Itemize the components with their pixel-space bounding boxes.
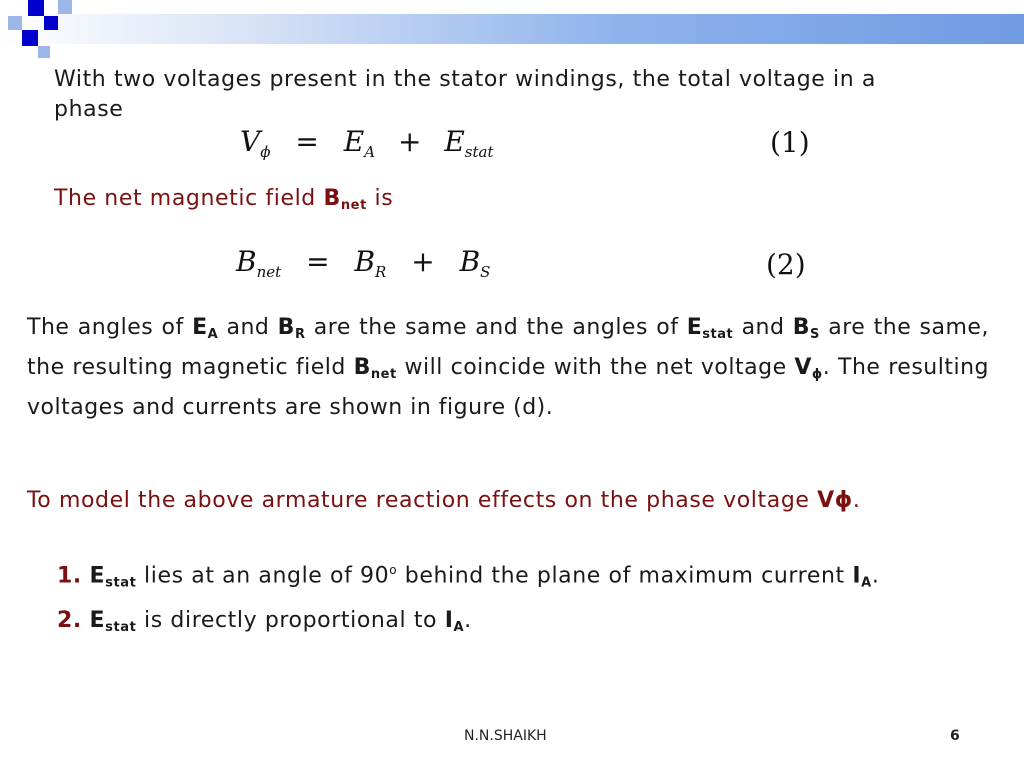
intro-line-2: phase [54,97,124,122]
header-bar [0,14,1024,44]
list-item: 1. $E_{stat}$ lies at an angle of 90$^o$ behind the plane of maximum current $I_A$. [57,563,880,591]
list-item: 2. $E_{stat}$ is directly proportional to $I_A$. [57,608,472,635]
net-field-line: The net magnetic field $B_{net}$ is [54,186,394,213]
angles-paragraph: The angles of $E_A$ and $B_R$ are the same and the angles of $E_{stat}$ and $B_S$ are the same, the resulting magnetic field $B_{net}$ will coincide with the net voltage $V_\phi$. The resulting voltages and currents are shown in figure (d). [27,315,990,420]
equation-1-number: (1) [770,126,810,159]
equation-1: $V_\phi = E_A + E_{stat}$ [240,125,494,161]
model-line: To model the above armature reaction effects on the phase voltage Vϕ. [27,488,861,513]
page-number: 6 [950,728,960,744]
footer-author: N.N.SHAIKH [464,728,547,744]
equation-2-number: (2) [766,248,806,281]
intro-line-1: With two voltages present in the stator windings, the total voltage in a [54,67,876,92]
equation-2: $B_{net} = B_R + B_S$ [236,245,491,281]
